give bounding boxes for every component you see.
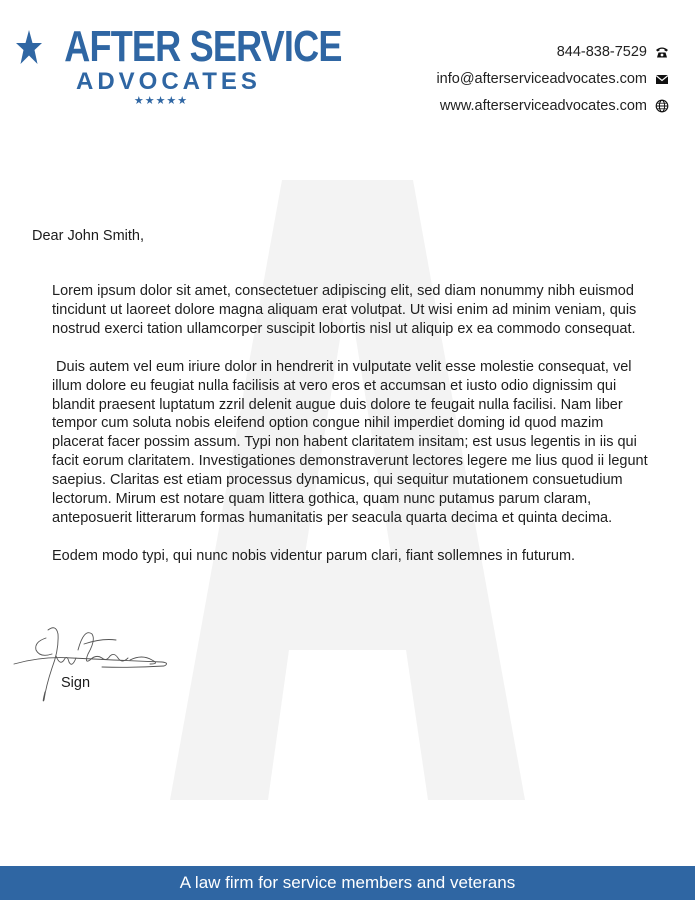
salutation: Dear John Smith, <box>32 228 145 244</box>
company-logo <box>16 22 342 110</box>
contact-phone-row <box>436 38 669 65</box>
footer-bar <box>0 866 695 900</box>
logo-stars: ★★★★★ <box>133 95 189 107</box>
contact-email-row <box>436 65 669 92</box>
globe-icon <box>655 99 669 113</box>
contact-email[interactable]: info@afterserviceadvocates.com <box>436 70 647 87</box>
letter-body <box>52 282 658 585</box>
footer-tagline: A law firm for service members and veterans <box>179 873 516 892</box>
body-paragraph: Eodem modo typi, qui nunc nobis videntur parum clari, fiant sollemnes in futurum. <box>52 547 576 564</box>
body-paragraph: Duis autem vel eum iriure dolor in hendrerit in vulputate velit esse molestie consequat, vel illum dolore eu feugiat nulla facilisis at vero eros et accumsan et iusto odio dignissim qui blandit praesent luptatum zzril delenit augue duis dolore te feugait nulla facilisi. Nam liber tempor cum soluta nobis eleifend option congue nihil imperdiet doming id quod mazim placerat facer possim assum. Typi non habent claritatem insitam; est usus legentis in iis qui facit eorum claritatem. Investigationes demonstraverunt lectores legere me lius quod ii legunt saepius. Claritas est etiam processus dynamicus, qui sequitur mutationem consuetudium lectorum. Mirum est notare quam littera gothica, quam nunc putamus parum claram, anteposuerit litterarum formas humanitatis per seacula quarta decima et quinta decima. <box>52 358 652 526</box>
logo-star-icon <box>16 28 42 68</box>
contact-block <box>436 38 669 119</box>
contact-website-row <box>436 92 669 119</box>
logo-line-one: AFTER SERVICE <box>64 22 342 71</box>
body-paragraph: Lorem ipsum dolor sit amet, consectetuer adipiscing elit, sed diam nonummy nibh euismod tincidunt ut laoreet dolore magna aliquam erat volutpat. Ut wisi enim ad minim veniam, quis nostrud exerci tation ullamcorper suscipit lobortis nisl ut aliquip ex ea commodo consequat. <box>52 283 637 337</box>
handwritten-signature <box>12 620 172 704</box>
sign-label: Sign <box>61 675 91 691</box>
contact-phone[interactable]: 844-838-7529 <box>556 43 647 60</box>
envelope-icon <box>655 72 669 86</box>
logo-line-two: ADVOCATES <box>76 68 261 95</box>
phone-icon <box>655 45 669 59</box>
contact-website[interactable]: www.afterserviceadvocates.com <box>439 97 647 114</box>
